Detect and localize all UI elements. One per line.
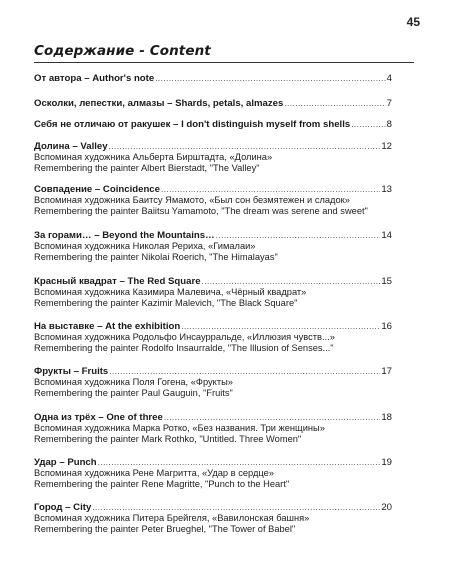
toc-entry-title: Город – City [34, 502, 92, 513]
toc-entry-subtitle-en: Remembering the painter Nikolai Roerich, "The Himalayas" [34, 252, 278, 262]
toc-entry-subtitle-en: Remembering the painter Baiitsu Yamamoto, "The dream was serene and sweet" [34, 206, 368, 216]
toc-entry-subtitle-en: Remembering the painter Peter Brueghel, "The Tower of Babel" [34, 524, 296, 534]
toc-entry-subtitle-ru: Вспоминая художника Родольфо Инсаурральде, «Иллюзия чувств...» [34, 332, 335, 342]
toc-entry-subtitle-ru: Вспоминая художника Марка Ротко, «Без названия. Три женщины» [34, 423, 325, 433]
toc-entry-page: 18 [381, 412, 392, 423]
toc-entry-line [34, 73, 392, 84]
toc-entry-title: Удар – Punch [34, 457, 97, 468]
toc-entry [34, 502, 392, 535]
toc-entry-title: За горами… – Beyond the Mountains… [34, 230, 215, 241]
toc-entry-line [34, 141, 392, 152]
page-number: 45 [406, 15, 420, 29]
toc-entry-line [34, 502, 392, 513]
toc-leader-dots [98, 457, 381, 468]
toc-entry [34, 457, 392, 490]
toc-entry-subtitle-ru: Вспоминая художника Баитсу Ямамото, «Был сон безмятежен и сладок» [34, 195, 350, 205]
toc-entry-page: 4 [386, 73, 392, 84]
toc-entry-title: От автора – Author's note [34, 73, 155, 84]
toc-entry-title: Одна из трёх – One of three [34, 412, 163, 423]
toc-entry-subtitle-en: Remembering the painter Kazimir Malevich, "The Black Square" [34, 298, 298, 308]
toc-entry-page: 20 [381, 502, 392, 513]
toc-leader-dots [202, 276, 381, 287]
toc-entry-title: Фрукты – Fruits [34, 366, 109, 377]
toc-entry-line [34, 184, 392, 195]
toc-leader-dots [161, 184, 380, 195]
toc-entry-line [34, 457, 392, 468]
toc-entry [34, 119, 392, 130]
toc-entry-title: Совпадение – Coincidence [34, 184, 160, 195]
toc-entry [34, 73, 392, 84]
toc-entry-page: 16 [381, 321, 392, 332]
toc-entry-page: 17 [381, 366, 392, 377]
toc-entry [34, 412, 392, 445]
toc-entry [34, 276, 392, 309]
toc-entry-line [34, 366, 392, 377]
toc-entry [34, 366, 392, 399]
toc-title: Содержание - Content [34, 43, 211, 59]
toc-entry-subtitle-en: Remembering the painter Paul Gauguin, "Fruits" [34, 388, 233, 398]
toc-entry-page: 15 [381, 276, 392, 287]
toc-entry-page: 7 [386, 98, 392, 109]
toc-entry-title: Осколки, лепестки, алмазы – Shards, petals, almazes [34, 98, 284, 109]
toc-entry-subtitle-ru: Вспоминая художника Питера Брейгеля, «Вавилонская башня» [34, 513, 310, 523]
toc-entry-line [34, 276, 392, 287]
toc-entry-subtitle-ru: Вспоминая художника Николая Рериха, «Гималаи» [34, 241, 256, 251]
toc-entry-subtitle-en: Remembering the painter Mark Rothko, "Untitled. Three Women" [34, 434, 302, 444]
toc-leader-dots [164, 412, 380, 423]
toc-entry-line [34, 230, 392, 241]
toc-entry-subtitle-en: Remembering the painter Rodolfo Insaurralde, "The Illusion of Senses..." [34, 343, 334, 353]
toc-entry-page: 14 [381, 230, 392, 241]
toc-leader-dots [155, 73, 385, 84]
toc-leader-dots [92, 502, 380, 513]
toc-entry-subtitle-ru: Вспоминая художника Поля Гогена, «Фрукты» [34, 377, 233, 387]
toc-entry [34, 141, 392, 174]
toc-entry-page: 19 [381, 457, 392, 468]
toc-leader-dots [351, 119, 385, 130]
toc-entry-page: 12 [381, 141, 392, 152]
toc-entry [34, 98, 392, 109]
toc-entry-subtitle-ru: Вспоминая художника Рене Магритта, «Удар в сердце» [34, 468, 274, 478]
toc-leader-dots [216, 230, 381, 241]
toc-leader-dots [109, 141, 381, 152]
toc-leader-dots [181, 321, 380, 332]
toc-leader-dots [284, 98, 385, 109]
toc-entry-line [34, 98, 392, 109]
toc-entry-line [34, 321, 392, 332]
toc-entry-title: На выставке – At the exhibition [34, 321, 181, 332]
toc-entry-page: 13 [381, 184, 392, 195]
toc-entry-subtitle-ru: Вспоминая художника Альберта Бирштадта, «Долина» [34, 152, 273, 162]
toc-entry-page: 8 [386, 119, 392, 130]
toc-entry-subtitle-ru: Вспоминая художника Казимира Малевича, «Чёрный квадрат» [34, 287, 307, 297]
toc-entry-line [34, 412, 392, 423]
toc-entry [34, 321, 392, 354]
toc-entry [34, 230, 392, 263]
toc-entry-subtitle-en: Remembering the painter Rene Magritte, "Punch to the Heart" [34, 479, 290, 489]
toc-entry-subtitle-en: Remembering the painter Albert Bierstadt, "The Valley" [34, 163, 260, 173]
toc-entry-line [34, 119, 392, 130]
toc-leader-dots [109, 366, 380, 377]
toc-title-rule [34, 62, 414, 63]
toc-entry-title: Красный квадрат – The Red Square [34, 276, 201, 287]
toc-entry-title: Долина – Valley [34, 141, 108, 152]
toc-entry-title: Себя не отличаю от ракушек – I don't distinguish myself from shells [34, 119, 351, 130]
toc-entry [34, 184, 392, 217]
